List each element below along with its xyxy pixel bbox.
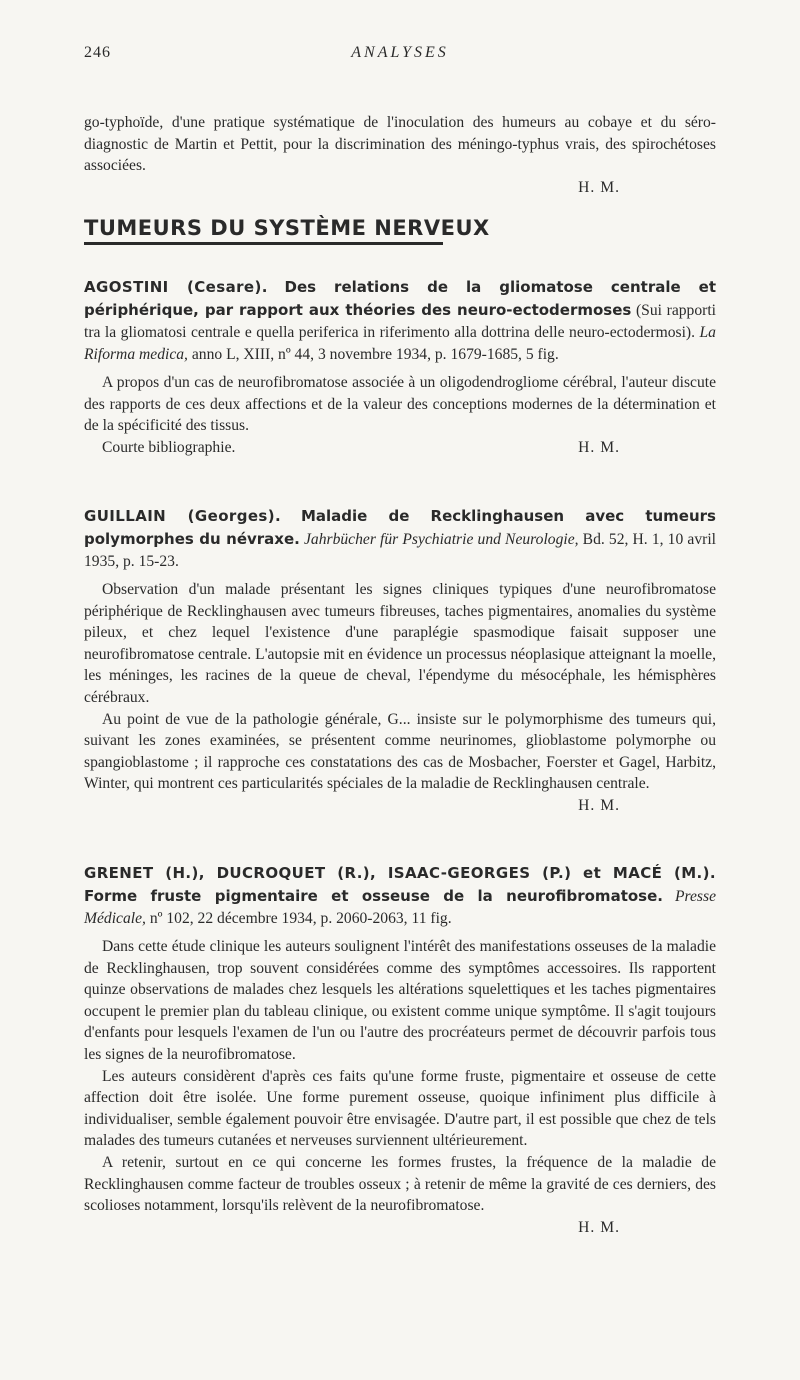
- entry-source: Presse Médicale,: [84, 888, 716, 927]
- entry-abstract: [84, 936, 716, 1238]
- intro-paragraph-block: [84, 112, 716, 198]
- running-head: ANALYSES: [351, 44, 449, 61]
- page-number: 246: [84, 44, 111, 61]
- abstract-paragraph: Les auteurs considèrent d'après ces faits qu'une forme fruste, pigmentaire et osseuse de cette affection doit être isolée. Une forme purement osseuse, quoique infiniment plus difficile à individualiser, semble également pouvoir être envisagée. D'autre part, il est possible que chez de tels malades des tumeurs cutanées et nerveuses surviennent ultérieurement.: [84, 1067, 716, 1150]
- entry-grenet: [84, 862, 716, 1238]
- entry-title: Forme fruste pigmentaire et osseuse de la neurofibromatose.: [84, 887, 663, 905]
- entry-author: AGOSTINI (Cesare).: [84, 278, 268, 296]
- entry-abstract: [84, 579, 716, 817]
- entry-abstract: [84, 372, 716, 458]
- section-title: TUMEURS DU SYSTÈME NERVEUX: [84, 216, 443, 245]
- entry-details: nº 102, 22 décembre 1934, p. 2060-2063, 11 fig.: [149, 910, 452, 927]
- abstract-paragraph: A propos d'un cas de neurofibromatose associée à un oligodendrogliome cérébral, l'auteur discute des rapports de ces deux affections et de la valeur des conceptions modernes de la détermination et de la spécificité des tissus.: [84, 374, 716, 435]
- signature: H. M.: [578, 178, 620, 196]
- entry-heading: [84, 505, 716, 573]
- entry-source: Jahrbücher für Psychiatrie und Neurologie,: [304, 531, 579, 548]
- entry-heading: [84, 862, 716, 930]
- entry-details: anno L, XIII, nº 44, 3 novembre 1934, p. 1679-1685, 5 fig.: [191, 346, 559, 363]
- abstract-paragraph: Dans cette étude clinique les auteurs soulignent l'intérêt des manifestations osseuses de la maladie de Recklinghausen, trop souvent considérées comme des symptômes accessoires. Ils rapportent quinze observations de malades chez lesquels les altérations squelettiques et les taches pigmentaires occupent le premier plan du tableau clinique, ou existent comme unique symptôme. Il s'agit toujours d'enfants pour lesquels l'examen de l'un ou l'autre des procréateurs permet de découvrir parfois tous les signes de la neurofibromatose.: [84, 938, 716, 1063]
- entry-author: GUILLAIN (Georges).: [84, 507, 282, 525]
- signature: H. M.: [578, 1218, 620, 1236]
- intro-paragraph: go-typhoïde, d'une pratique systématique de l'inoculation des humeurs au cobaye et du séro-diagnostic de Martin et Pettit, pour la discrimination des méningo-typhus vrais, des spirochétoses associées.: [84, 114, 716, 175]
- entry-author: GRENET (H.), DUCROQUET (R.), ISAAC-GEORGES (P.) et MACÉ (M.).: [84, 864, 716, 882]
- abstract-paragraph: Courte bibliographie. H. M.: [84, 437, 716, 459]
- signature: H. M.: [578, 438, 620, 456]
- entry-source: La Riforma medica,: [84, 324, 716, 363]
- abstract-paragraph: Observation d'un malade présentant les signes cliniques typiques d'une neurofibromatose périphérique de Recklinghausen avec tumeurs fibreuses, taches pigmentaires, anomalies du système pileux, et chez lequel l'existence d'une paraplégie spasmodique faisait supposer une neurofibromatose centrale. L'autopsie mit en évidence un processus néoplasique atteignant la moelle, les méninges, les racines de la queue de cheval, l'épendyme du mésocéphale, les hémisphères cérébraux.: [84, 581, 716, 706]
- entry-title: Des relations de la gliomatose centrale et périphérique, par rapport aux théories des neuro-ectodermoses: [84, 278, 716, 319]
- abstract-paragraph: Au point de vue de la pathologie générale, G... insiste sur le polymorphisme des tumeurs qui, suivant les zones examinées, se présentent comme neurinomes, glioblastome polymorphe ou spangioblastome ; il rapproche ces constatations des cas de Mosbacher, Foerster et Gagel, Harbitz, Winter, qui montrent ces particularités spéciales de la maladie de Recklinghausen centrale.: [84, 710, 716, 793]
- entry-guillain: [84, 505, 716, 817]
- entry-heading: [84, 276, 716, 366]
- entry-details: Bd. 52, H. 1, 10 avril 1935, p. 15-23.: [84, 531, 716, 570]
- signature: H. M.: [578, 796, 620, 814]
- entry-original-title: (Sui rapporti tra la gliomatosi centrale e quella periferica in riferimento alla dottrina delle neuro-ectodermosi).: [84, 302, 716, 341]
- entry-title: Maladie de Recklinghausen avec tumeurs polymorphes du névraxe.: [84, 507, 716, 548]
- abstract-paragraph: A retenir, surtout en ce qui concerne les formes frustes, la fréquence de la maladie de Recklinghausen comme facteur de troubles osseux ; à retenir de même la gravité de ces derniers, des scolioses notamment, lorsqu'ils relèvent de la neurofibromatose.: [84, 1153, 716, 1215]
- entry-agostini: [84, 276, 716, 458]
- page-header: [84, 44, 716, 68]
